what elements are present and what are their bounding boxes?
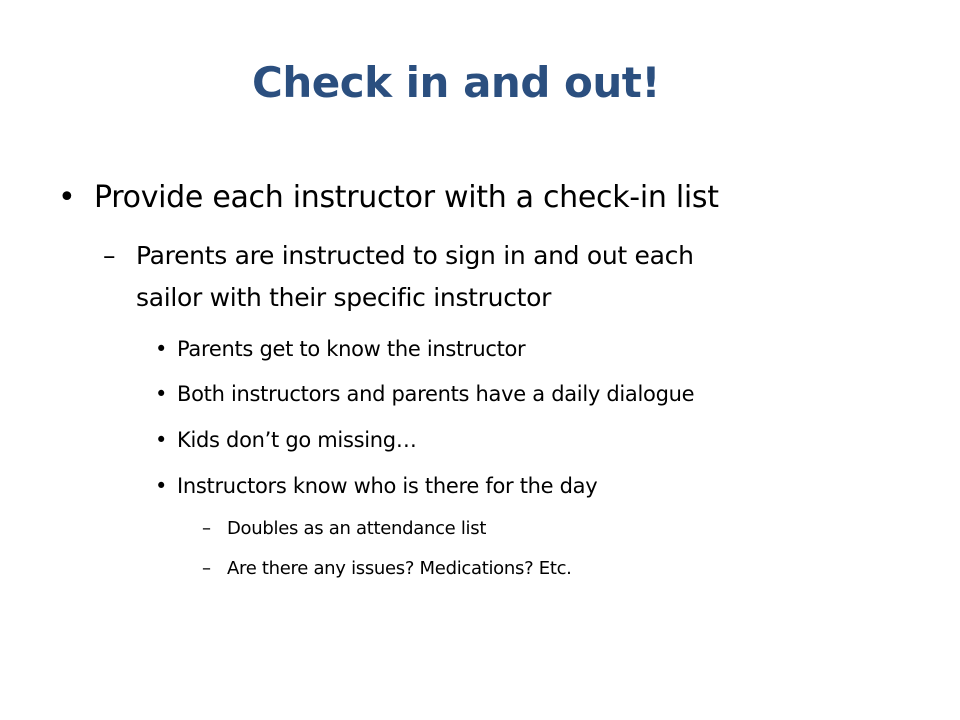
slide-title: Check in and out!	[252, 58, 660, 107]
bullet-provide-checkin-list: Provide each instructor with a check-in list	[94, 180, 719, 215]
dash-marker: –	[202, 518, 211, 539]
bullet-marker: •	[58, 180, 76, 215]
bullet-instructors-know: Instructors know who is there for the day	[177, 474, 598, 498]
dash-marker: –	[103, 241, 116, 270]
dash-marker: –	[202, 558, 211, 579]
bullet-marker: •	[155, 474, 168, 498]
bullet-marker: •	[155, 428, 168, 452]
bullet-parents-know-instructor: Parents get to know the instructor	[177, 337, 526, 361]
bullet-parents-sign-in-line2: sailor with their specific instructor	[136, 283, 552, 312]
bullet-attendance-list: Doubles as an attendance list	[227, 518, 487, 539]
bullet-marker: •	[155, 337, 168, 361]
bullet-kids-missing: Kids don’t go missing…	[177, 428, 417, 452]
bullet-parents-sign-in-line1: Parents are instructed to sign in and out each	[136, 241, 694, 270]
bullet-any-issues: Are there any issues? Medications? Etc.	[227, 558, 572, 579]
bullet-daily-dialogue: Both instructors and parents have a daily dialogue	[177, 382, 695, 406]
bullet-marker: •	[155, 382, 168, 406]
